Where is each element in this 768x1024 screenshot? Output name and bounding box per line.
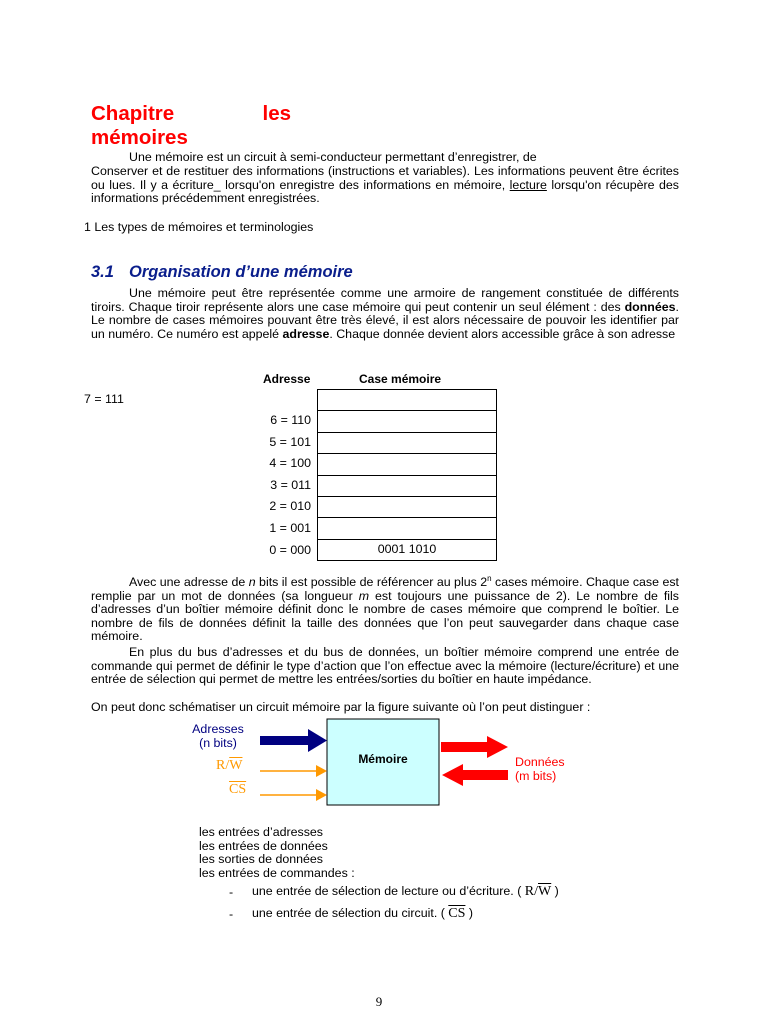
table-header-adresse: Adresse	[263, 372, 311, 386]
page-number: 9	[375, 994, 383, 1009]
bullet-dash: -	[229, 885, 234, 899]
org-text-1: Une mémoire peut être représentée comme une armoire de rangement constituée de différents tiroirs. Chaque tiroir représente alors une case mémoire qui peut contenir un seul élément : des	[91, 286, 679, 314]
bits-n: n	[248, 575, 256, 589]
bullet-cs	[252, 907, 473, 921]
inputs-list	[199, 826, 355, 880]
intro-line1: Une mémoire est un circuit à semi-conducteur permettant d’enregistrer, de	[129, 150, 537, 164]
bits-exponent: n	[487, 573, 492, 583]
title-word-les: les	[262, 102, 291, 125]
figure-data-label: Données (m bits)	[515, 755, 565, 783]
figure-cs-label: $\overline{CS}$	[229, 782, 247, 797]
bullet-cs-symbol: $\overline{CS}$	[448, 906, 466, 921]
list-item: les sorties de données	[199, 852, 323, 867]
rw-arrow	[260, 765, 327, 777]
memory-box-label: Mémoire	[358, 752, 408, 766]
table-address-label: 0 = 000	[269, 543, 311, 557]
figure-address-label-1: Adresses	[192, 722, 244, 736]
section-1-heading: 1 Les types de mémoires et terminologies	[84, 220, 314, 234]
table-top-address: 7 = 111	[84, 392, 124, 406]
table-address-label: 6 = 110	[270, 413, 311, 427]
list-item: les entrées d’adresses	[199, 825, 323, 839]
bits-text-4: est toujours une puissance de 2). Le nombre de fils d’adresses d’un boîtier mémoire définit donc le nombre de cases mémoire que comprend le boîtier. Le nombre de fils de données définit la taille des données que l’on peut sauvegarder dans chaque case mémoire.	[91, 588, 679, 644]
cs-arrow	[260, 789, 327, 801]
bullet-rw-r: R/	[524, 884, 538, 899]
table-address-label: 2 = 010	[269, 499, 311, 513]
figure-rw-r: R/	[216, 758, 230, 773]
figure-address-label-2: (n bits)	[199, 735, 237, 750]
table-address-label: 4 = 100	[269, 456, 311, 470]
list-item: les entrées de commandes :	[199, 865, 355, 880]
bullet-rw-end: )	[551, 884, 559, 898]
bullet-rw-w: $\overline{W}$	[538, 884, 552, 899]
org-adresse: adresse	[282, 326, 330, 341]
data-out-arrow	[441, 736, 508, 758]
intro-text-a: Conserver et de restituer des informations (instructions et variables). Les informations peuvent être écrites ou lues. Il y a écriture_ lorsqu'on enregistre des informations en mémoire,	[91, 164, 679, 192]
title-word-chapitre: Chapitre	[91, 102, 175, 125]
table-header-case: Case mémoire	[359, 372, 442, 386]
list-item: les entrées de données	[199, 838, 328, 853]
bullet-dash: -	[229, 907, 234, 921]
table-address-label: 5 = 101	[269, 435, 311, 449]
intro-text-b: lorsqu'on récupère des informations précédemment enregistrées.	[91, 177, 679, 206]
bits-text-2: bits il est possible de référencer au plus 2	[255, 575, 488, 589]
intro-lecture: lecture	[509, 177, 547, 192]
bits-m: m	[358, 588, 370, 603]
org-text-3: . Chaque donnée devient alors accessible grâce à son adresse	[329, 326, 676, 341]
figure-rw-w: $\overline{W}$	[229, 758, 243, 773]
bullet-rw-text: une entrée de sélection de lecture ou d’écriture. (	[252, 884, 525, 898]
bits-text-1: Avec une adresse de	[129, 575, 249, 589]
address-arrow	[260, 729, 327, 752]
org-text-2: . Le nombre de cases mémoires pouvant être très élevé, il est alors nécessaire de pouvoir les identifier par un numéro. Ce numéro est appelé	[91, 299, 679, 341]
data-in-arrow	[442, 764, 508, 786]
bullet-rw	[252, 885, 559, 899]
bits-text-3: cases mémoire. Chaque case est remplie par un mot de données (sa longueur	[91, 575, 679, 603]
table-address-label: 1 = 001	[269, 521, 311, 535]
org-donnees: données	[624, 299, 676, 314]
figure-intro: On peut donc schématiser un circuit mémoire par la figure suivante où l’on peut distinguer :	[91, 700, 591, 714]
memory-cell: 0001 1010	[318, 539, 497, 560]
bullet-cs-end: )	[465, 906, 473, 920]
section-3-1-number: 3.1	[91, 263, 114, 281]
table-address-label: 3 = 011	[270, 478, 311, 492]
bullet-cs-text: une entrée de sélection du circuit. (	[252, 906, 449, 920]
title-word-memoires: mémoires	[91, 126, 188, 149]
bus-text: En plus du bus d’adresses et du bus de données, un boîtier mémoire comprend une entrée de commande qui permet de définir le type d’action que l’on effectue avec la mémoire (lecture/écriture) et une entrée de sélection qui permet de mettre les entrées/sorties du boîtier en haute impédance.	[91, 645, 679, 687]
section-3-1-title: Organisation d’une mémoire	[129, 263, 353, 281]
